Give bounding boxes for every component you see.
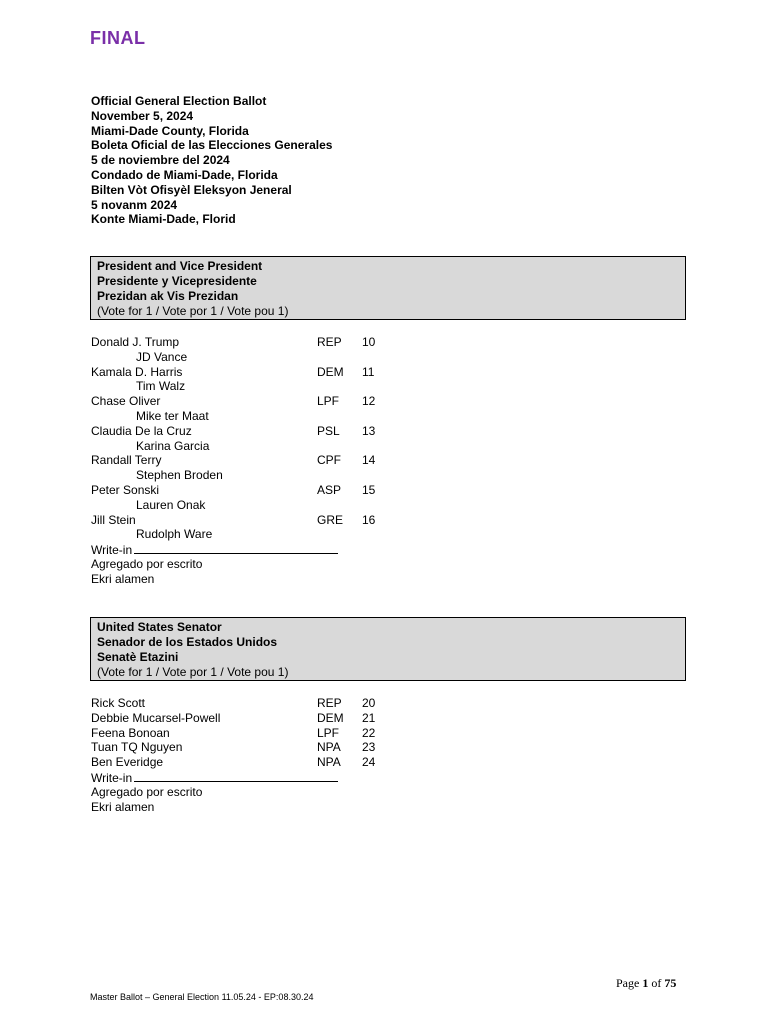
candidate-party: LPF — [317, 394, 340, 409]
candidate-row[interactable] — [91, 453, 391, 468]
candidate-name: Chase Oliver — [91, 394, 161, 409]
candidate-name: Donald J. Trump — [91, 335, 180, 349]
running-mate-name: Rudolph Ware — [136, 527, 213, 542]
header-line: 5 novanm 2024 — [91, 197, 178, 212]
writein-row[interactable] — [91, 770, 391, 785]
writein-label: Write-in — [91, 770, 133, 785]
candidate-row[interactable] — [91, 740, 391, 755]
president-candidate-list — [91, 335, 391, 587]
candidate-name: Ben Everidge — [91, 755, 164, 770]
running-mate-name: Karina Garcia — [136, 438, 210, 453]
candidate-party: REP — [317, 335, 342, 349]
candidate-name: Jill Stein — [91, 512, 136, 527]
candidate-row[interactable] — [91, 696, 391, 711]
writein-label-ht: Ekri alamen — [91, 571, 155, 586]
candidate-row[interactable] — [91, 513, 391, 528]
writein-label-es: Agregado por escrito — [91, 784, 203, 799]
contest-title-ht: Prezidan ak Vis Prezidan — [97, 289, 239, 303]
header-line: Boleta Oficial de las Elecciones Generales — [91, 138, 333, 153]
page-total: 75 — [664, 976, 677, 990]
candidate-party: NPA — [317, 740, 341, 755]
candidate-number: 16 — [362, 512, 376, 527]
header-line: 5 de noviembre del 2024 — [91, 153, 230, 168]
header-line: Konte Miami-Dade, Florid — [91, 212, 236, 227]
contest-instruction: (Vote for 1 / Vote por 1 / Vote pou 1) — [97, 665, 289, 679]
candidate-row[interactable] — [91, 424, 391, 439]
senator-candidate-list — [91, 696, 391, 814]
page-label: Page — [616, 976, 640, 990]
running-mate-name: Mike ter Maat — [136, 408, 209, 423]
running-mate-name: Tim Walz — [136, 379, 186, 394]
candidate-number: 22 — [362, 725, 376, 740]
candidate-name: Debbie Mucarsel-Powell — [91, 710, 221, 725]
candidate-party: DEM — [317, 364, 344, 379]
candidate-number: 21 — [362, 710, 376, 725]
footer-text: Master Ballot – General Election 11.05.24 - EP:08.30.24 — [90, 992, 314, 1002]
candidate-row[interactable] — [91, 711, 391, 726]
writein-label-es: Agregado por escrito — [91, 556, 203, 571]
contest-president-header — [90, 256, 686, 320]
page-number — [616, 976, 676, 991]
candidate-party: DEM — [317, 710, 344, 725]
candidate-number: 15 — [362, 482, 376, 497]
candidate-number: 14 — [362, 453, 376, 468]
contest-title-es: Senador de los Estados Unidos — [97, 635, 278, 649]
contest-senator-header — [90, 617, 686, 681]
running-mate-name: Lauren Onak — [136, 497, 206, 512]
candidate-number: 13 — [362, 423, 376, 438]
candidate-name: Rick Scott — [91, 696, 146, 710]
candidate-row[interactable] — [91, 483, 391, 498]
writein-line[interactable] — [134, 770, 338, 782]
candidate-party: GRE — [317, 512, 344, 527]
contest-title-en: President and Vice President — [97, 259, 263, 273]
header-line: Official General Election Ballot — [91, 94, 267, 108]
header-line: Miami-Dade County, Florida — [91, 123, 249, 138]
page-of: of — [651, 976, 662, 990]
candidate-number: 11 — [362, 364, 375, 379]
candidate-party: ASP — [317, 482, 342, 497]
candidate-number: 12 — [362, 394, 376, 409]
running-mate-name: JD Vance — [136, 349, 188, 364]
contest-title-en: United States Senator — [97, 620, 222, 634]
candidate-name: Tuan TQ Nguyen — [91, 740, 183, 755]
writein-row[interactable] — [91, 542, 391, 557]
writein-label-ht: Ekri alamen — [91, 799, 155, 814]
header-line: Bilten Vòt Ofisyèl Eleksyon Jeneral — [91, 182, 292, 197]
candidate-name: Randall Terry — [91, 453, 162, 468]
candidate-party: REP — [317, 696, 342, 710]
candidate-number: 20 — [362, 696, 376, 710]
contest-title-es: Presidente y Vicepresidente — [97, 274, 257, 288]
candidate-party: PSL — [317, 423, 340, 438]
candidate-name: Feena Bonoan — [91, 725, 170, 740]
contest-instruction: (Vote for 1 / Vote por 1 / Vote pou 1) — [97, 304, 289, 318]
candidate-row[interactable] — [91, 365, 391, 380]
writein-line[interactable] — [134, 542, 338, 554]
candidate-name: Claudia De la Cruz — [91, 423, 192, 438]
candidate-row[interactable] — [91, 726, 391, 741]
candidate-name: Peter Sonski — [91, 482, 160, 497]
candidate-party: CPF — [317, 453, 341, 468]
header-line: November 5, 2024 — [91, 108, 194, 123]
candidate-number: 23 — [362, 740, 376, 755]
candidate-party: NPA — [317, 755, 341, 770]
ballot-header — [91, 94, 332, 227]
candidate-number: 10 — [362, 335, 376, 349]
contest-title-ht: Senatè Etazini — [97, 650, 179, 664]
candidate-row[interactable] — [91, 335, 391, 350]
candidate-row[interactable] — [91, 755, 391, 770]
running-mate-name: Stephen Broden — [136, 468, 223, 483]
candidate-name: Kamala D. Harris — [91, 364, 183, 379]
candidate-party: LPF — [317, 725, 340, 740]
header-line: Condado de Miami-Dade, Florida — [91, 167, 278, 182]
candidate-number: 24 — [362, 755, 376, 770]
page-current: 1 — [642, 976, 649, 990]
writein-label: Write-in — [91, 543, 133, 558]
final-stamp: FINAL — [90, 28, 146, 48]
candidate-row[interactable] — [91, 394, 391, 409]
